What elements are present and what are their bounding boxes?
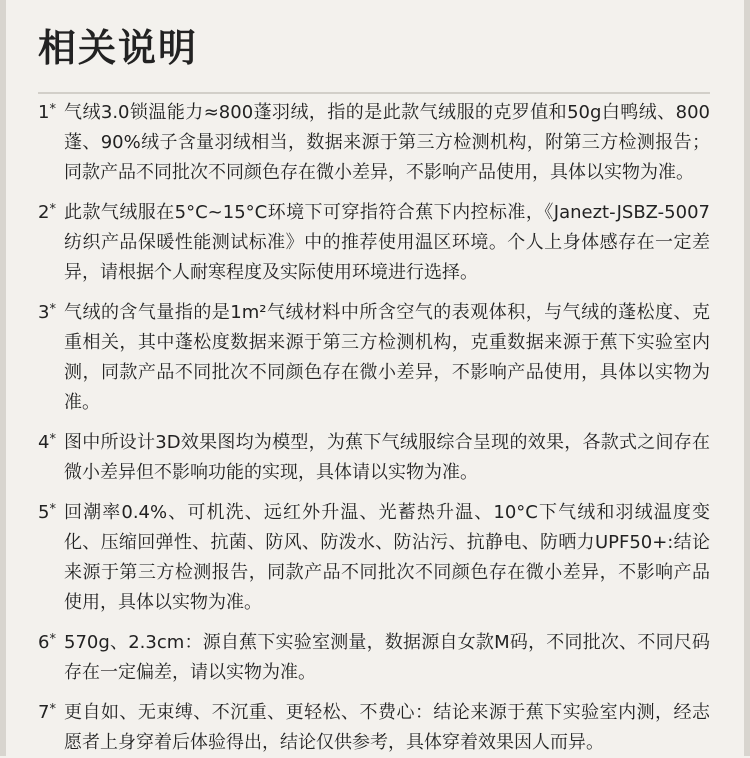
note-item	[38, 298, 710, 418]
note-item	[38, 698, 710, 758]
note-text: 此款气绒服在5°C~15°C环境下可穿指符合蕉下内控标准，《Janezt-JSBZ-5007 纺织产品保暖性能测试标准》中的推荐使用温区环境。个人上身体感存在一定差异，请根据个人耐寒程度及实际使用环境进行选择。	[64, 202, 710, 283]
note-marker: *	[49, 102, 56, 117]
note-text: 570g、2.3cm：源自蕉下实验室测量，数据源自女款M码，不同批次、不同尺码存在一定偏差，请以实物为准。	[64, 632, 710, 683]
note-number: 3*	[38, 302, 56, 323]
note-number: 4*	[38, 432, 56, 453]
note-item	[38, 428, 710, 488]
note-number: 1*	[38, 102, 56, 123]
note-marker: *	[49, 202, 56, 217]
note-number: 7*	[38, 702, 56, 723]
note-marker: *	[49, 702, 56, 717]
note-text: 回潮率0.4%、可机洗、远红外升温、光蓄热升温、10°C下气绒和羽绒温度变化、压缩回弹性、抗菌、防风、防泼水、防沾污、抗静电、防晒力UPF50+:结论来源于第三方检测报告，同款产品不同批次不同颜色存在微小差异，不影响产品使用，具体以实物为准。	[64, 502, 710, 613]
note-text: 气绒3.0锁温能力≈800蓬羽绒，指的是此款气绒服的克罗值和50g白鸭绒、800蓬、90%绒子含量羽绒相当，数据来源于第三方检测机构，附第三方检测报告；同款产品不同批次不同颜色存在微小差异，不影响产品使用，具体以实物为准。	[64, 102, 710, 183]
note-item	[38, 498, 710, 618]
note-number: 6*	[38, 632, 56, 653]
page-title: 相关说明	[38, 26, 199, 70]
note-text: 图中所设计3D效果图均为模型，为蕉下气绒服综合呈现的效果，各款式之间存在微小差异但不影响功能的实现，具体请以实物为准。	[64, 432, 710, 483]
note-item	[38, 198, 710, 288]
note-marker: *	[49, 632, 56, 647]
note-text: 更自如、无束缚、不沉重、更轻松、不费心：结论来源于蕉下实验室内测，经志愿者上身穿着后体验得出，结论仅供参考，具体穿着效果因人而异。	[64, 702, 710, 753]
note-item	[38, 98, 710, 188]
left-edge-strip	[0, 0, 6, 756]
right-edge-strip	[744, 0, 750, 756]
note-marker: *	[49, 502, 56, 517]
note-marker: *	[49, 302, 56, 317]
note-text: 气绒的含气量指的是1m²气绒材料中所含空气的表观体积，与气绒的蓬松度、克重相关，其中蓬松度数据来源于第三方检测机构，克重数据来源于蕉下实验室内测，同款产品不同批次不同颜色存在微小差异，不影响产品使用，具体以实物为准。	[64, 302, 710, 413]
note-item	[38, 628, 710, 688]
note-number: 2*	[38, 202, 56, 223]
notes-list	[38, 98, 710, 758]
note-number: 5*	[38, 502, 56, 523]
title-divider	[38, 92, 710, 94]
note-marker: *	[49, 432, 56, 447]
